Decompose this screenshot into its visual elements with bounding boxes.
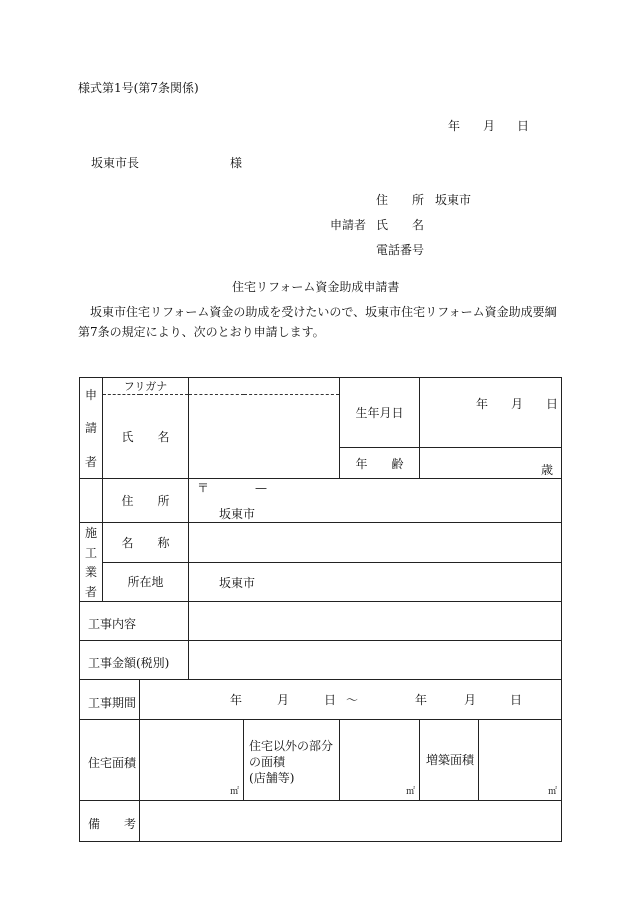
work-content-label: [80, 602, 189, 641]
contractor-char-2: 工: [84, 545, 97, 560]
furigana-field[interactable]: [189, 378, 340, 395]
period-start-day: 日: [324, 693, 337, 707]
period-start-year: 年: [230, 693, 243, 707]
contractor-name-label: 名 称: [103, 523, 189, 563]
applicant-char-2: 請: [84, 421, 97, 436]
house-area-label: [80, 720, 140, 801]
postal-mark: 〒: [197, 481, 210, 495]
birth-date-field[interactable]: [420, 378, 562, 448]
applicant-char-1: 申: [84, 388, 97, 403]
applicant-phone-label: 電話番号: [376, 243, 425, 257]
work-period-text: 工事期間: [88, 696, 137, 710]
other-area-unit: ㎡: [406, 787, 416, 797]
work-content-field[interactable]: [189, 602, 562, 641]
contractor-char-3: 業: [84, 565, 97, 580]
period-tilde: ～: [346, 693, 359, 707]
date-day-label: 日: [517, 119, 530, 133]
contractor-location-label: 所在地: [103, 562, 189, 602]
work-amount-field[interactable]: [189, 641, 562, 680]
other-area-label: [244, 720, 340, 801]
applicant-name-label: 氏 名: [376, 218, 425, 232]
house-area-unit: ㎡: [230, 787, 240, 797]
birth-year: 年: [476, 397, 489, 411]
period-start-month: 月: [277, 693, 290, 707]
work-period-field[interactable]: [140, 680, 562, 720]
extension-area-unit: ㎡: [548, 787, 558, 797]
birth-month: 月: [511, 397, 524, 411]
honorific: 様: [230, 156, 243, 170]
work-content-text: 工事内容: [88, 617, 137, 631]
extension-area-field[interactable]: [479, 720, 562, 801]
date-month-label: 月: [483, 119, 496, 133]
contractor-char-1: 施: [84, 526, 97, 541]
addressee: 坂東市長: [91, 156, 140, 170]
age-unit: 歳: [541, 463, 554, 477]
age-label: 年 齢: [340, 448, 420, 479]
applicant-vertical-cell-tail: [80, 479, 103, 523]
postal-dash: —: [255, 481, 268, 495]
date-year-label: 年: [448, 119, 461, 133]
address-city: 坂東市: [219, 507, 256, 521]
other-area-field[interactable]: [340, 720, 420, 801]
work-amount-text: 工事金額(税別): [88, 656, 170, 670]
contractor-vertical-cell: [80, 523, 103, 602]
address-label: 住 所: [103, 479, 189, 523]
house-area-field[interactable]: [140, 720, 244, 801]
period-end-year: 年: [415, 693, 428, 707]
period-end-month: 月: [464, 693, 477, 707]
birth-date-label: 生年月日: [340, 378, 420, 448]
birth-day: 日: [546, 397, 559, 411]
applicant-vertical-cell: [80, 378, 103, 479]
applicant-address-value: 坂東市: [435, 193, 472, 207]
age-field[interactable]: [420, 448, 562, 479]
contractor-name-field[interactable]: [189, 523, 562, 563]
form-number: 様式第1号(第7条関係): [78, 81, 199, 95]
furigana-label: フリガナ: [103, 378, 189, 395]
remarks-text: 備 考: [88, 817, 137, 831]
contractor-city: 坂東市: [219, 575, 256, 590]
applicant-label: 申請者: [330, 218, 367, 232]
remarks-label: [80, 801, 140, 842]
name-field[interactable]: [189, 395, 340, 479]
applicant-char-3: 者: [84, 454, 97, 469]
document-title: 住宅リフォーム資金助成申請書: [232, 280, 400, 294]
other-area-line3: (店舗等): [249, 771, 295, 785]
other-area-line1: 住宅以外の部分: [249, 739, 334, 753]
work-amount-label: [80, 641, 189, 680]
other-area-line2: の面積: [249, 755, 286, 769]
name-label: 氏 名: [103, 395, 189, 479]
work-period-label: [80, 680, 140, 720]
applicant-address-label: 住 所: [376, 193, 425, 207]
remarks-field[interactable]: [140, 801, 562, 842]
extension-area-text: 増築面積: [426, 753, 475, 767]
period-end-day: 日: [510, 693, 523, 707]
contractor-location-field[interactable]: [189, 562, 562, 602]
extension-area-label: [420, 720, 479, 801]
contractor-char-4: 者: [84, 584, 97, 599]
application-table: [79, 377, 562, 842]
body-text: 坂東市住宅リフォーム資金の助成を受けたいので、坂東市住宅リフォーム資金助成要綱第7条の規定により、次のとおり申請します。: [78, 305, 557, 339]
address-field[interactable]: [189, 479, 562, 523]
house-area-text: 住宅面積: [88, 756, 137, 770]
